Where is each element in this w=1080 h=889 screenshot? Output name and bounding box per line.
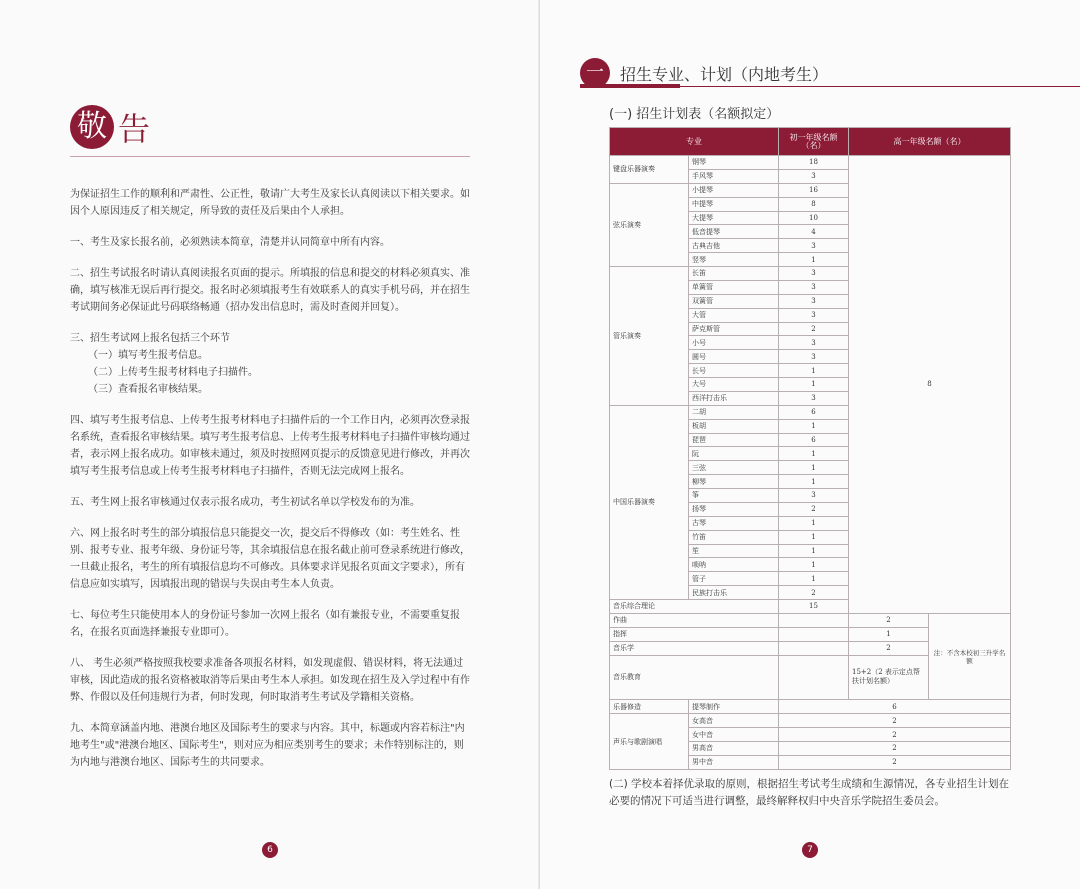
instrument-cell: 板胡 — [689, 419, 779, 433]
grade1-cell: 3 — [779, 169, 849, 183]
title-char-circle: 敬 — [70, 105, 114, 149]
grade1-cell — [779, 613, 849, 627]
instrument-cell: 大提琴 — [689, 211, 779, 225]
instrument-cell: 男中音 — [689, 755, 779, 769]
grade1-cell: 1 — [779, 572, 849, 586]
instrument-cell: 琵琶 — [689, 433, 779, 447]
grade10-cell: 2 — [849, 613, 929, 627]
notice-item-5: 五、考生网上报名审核通过仅表示报名成功，考生初试名单以学校发布的为准。 — [70, 497, 420, 508]
grade1-cell: 3 — [779, 294, 849, 308]
category-cell: 键盘乐器演奏 — [610, 156, 689, 184]
grade1-cell: 3 — [779, 267, 849, 281]
notice-item-4: 四、填写考生报考信息、上传考生报考材料电子扫描件后的一个工作日内，必须再次登录报名系统，查看报名审核结果。填写考生报考信息、上传考生报考材料电子扫描件审核均通过者，表示网上报名成功。如审核未通过，须及时按照网页提示的反馈意见进行修改，并再次填写考生报考信息或上传考生报考材料电子扫描件，否则无法完成网上报名。 — [70, 415, 470, 477]
grade1-cell: 2 — [779, 586, 849, 600]
category-cell: 声乐与歌剧演唱 — [610, 714, 689, 770]
instrument-cell: 中提琴 — [689, 197, 779, 211]
table-row — [610, 700, 1011, 714]
instrument-cell: 古典吉他 — [689, 239, 779, 253]
grade1-cell — [779, 641, 849, 655]
notice-item-1: 一、考生及家长报名前，必须熟读本简章，清楚并认同简章中所有内容。 — [70, 237, 390, 248]
grade10-cell: 2 — [779, 714, 1011, 728]
category-cell: 作曲 — [610, 613, 779, 627]
step-1: （一）填写考生报考信息。 — [88, 350, 208, 361]
grade1-cell: 3 — [779, 350, 849, 364]
instrument-cell: 古琴 — [689, 516, 779, 530]
section-number: 一 — [580, 58, 610, 88]
notice-item-6: 六、网上报名时考生的部分填报信息只能提交一次，提交后不得修改（如：考生姓名、性别、报考专业、报考年级、身份证号等，其余填报信息在报名截止前可登录系统进行修改，一旦截止报名，考生的所有填报信息均不可修改。具体要求详见报名页面文字要求），所有信息应如实填写，因填报出现的错误与失误由考生本人负责。 — [70, 528, 470, 590]
instrument-cell: 小提琴 — [689, 183, 779, 197]
grade1-cell: 10 — [779, 211, 849, 225]
instrument-cell: 长号 — [689, 364, 779, 378]
grade1-cell: 6 — [779, 405, 849, 419]
instrument-cell: 笙 — [689, 544, 779, 558]
category-cell: 弦乐演奏 — [610, 183, 689, 266]
instrument-cell: 女中音 — [689, 728, 779, 742]
category-cell: 指挥 — [610, 627, 779, 641]
grade1-cell: 3 — [779, 239, 849, 253]
grade1-cell: 8 — [779, 197, 849, 211]
notice-title — [70, 104, 150, 150]
grade1-cell — [779, 627, 849, 641]
grade1-cell: 1 — [779, 516, 849, 530]
category-cell: 音乐教育 — [610, 655, 779, 700]
grade1-cell: 1 — [779, 447, 849, 461]
grade1-cell: 3 — [779, 391, 849, 405]
notice-intro: 为保证招生工作的顺利和严肃性、公正性，敬请广大考生及家长认真阅读以下相关要求。如因个人原因违反了相关规定，所导致的责任及后果由个人承担。 — [70, 189, 470, 217]
grade10-cell: 2 — [779, 742, 1011, 756]
grade1-cell: 1 — [779, 544, 849, 558]
grade10-cell: 2 — [849, 641, 929, 655]
category-cell: 中国乐器演奏 — [610, 405, 689, 599]
title-divider — [70, 156, 470, 157]
section-rule — [580, 86, 1080, 87]
grade1-cell: 3 — [779, 280, 849, 294]
instrument-cell: 手风琴 — [689, 169, 779, 183]
grade1-cell: 2 — [779, 502, 849, 516]
instrument-cell: 小号 — [689, 336, 779, 350]
grade1-cell: 1 — [779, 475, 849, 489]
notice-item-7: 七、每位考生只能使用本人的身份证号参加一次网上报名（如有兼报专业，不需要重复报名，在报名页面选择兼报专业即可）。 — [70, 610, 460, 638]
grade10-instrumental-cell: 8 — [849, 156, 1011, 614]
notice-item-2: 二、招生考试报名时请认真阅读报名页面的提示。所填报的信息和提交的材料必须真实、准确，填写核准无误后再行提交。报名时必须填报考生有效联系人的真实手机号码，并在招生考试期间务必保证此号码联络畅通（招办发出信息时，需及时查阅并回复）。 — [70, 268, 470, 313]
header-grade1: 初一年级名额（名） — [779, 128, 849, 156]
table-row — [610, 714, 1011, 728]
grade1-cell: 3 — [779, 308, 849, 322]
grade10-cell: 2 — [779, 755, 1011, 769]
enrollment-table — [609, 127, 1010, 770]
grade1-cell: 1 — [779, 530, 849, 544]
table-row — [610, 613, 1011, 627]
instrument-cell: 长笛 — [689, 267, 779, 281]
instrument-cell: 大管 — [689, 308, 779, 322]
grade1-cell: 3 — [779, 489, 849, 503]
grade10-cell: 6 — [779, 700, 1011, 714]
instrument-cell: 柳琴 — [689, 475, 779, 489]
grade1-cell: 1 — [779, 253, 849, 267]
grade1-cell: 1 — [779, 364, 849, 378]
notice-item-8: 八、 考生必须严格按照我校要求准备各项报名材料，如发现虚假、错误材料，将无法通过审核，因此造成的报名资格被取消等后果由考生本人承担。如发现在招生及入学过程中有作弊、作假以及任何违规行为者，何时发现，何时取消考生考试及学籍相关资格。 — [70, 658, 470, 703]
header-grade10: 高一年级名额（名） — [849, 128, 1011, 156]
notice-item-3-text: 三、招生考试网上报名包括三个环节 — [70, 333, 230, 344]
grade1-cell: 1 — [779, 558, 849, 572]
category-cell: 音乐综合理论 — [610, 600, 779, 614]
instrument-cell: 女高音 — [689, 714, 779, 728]
grade1-cell: 4 — [779, 225, 849, 239]
step-3: （三）查看报名审核结果。 — [88, 384, 208, 395]
instrument-cell: 管子 — [689, 572, 779, 586]
category-cell: 管乐演奏 — [610, 267, 689, 406]
page-number-left: 6 — [262, 842, 278, 858]
notice-body — [70, 186, 472, 785]
title-char: 告 — [118, 110, 151, 148]
instrument-cell: 民族打击乐 — [689, 586, 779, 600]
instrument-cell: 男高音 — [689, 742, 779, 756]
instrument-cell: 竹笛 — [689, 530, 779, 544]
step-2: （二）上传考生报考材料电子扫描件。 — [88, 367, 258, 378]
header-major: 专业 — [610, 128, 779, 156]
grade10-cell: 1 — [849, 627, 929, 641]
grade1-cell: 16 — [779, 183, 849, 197]
notice-item-9: 九、本简章涵盖内地、港澳台地区及国际考生的要求与内容。其中，标题或内容若标注"内地考生"或"港澳台地区、国际考生"，则对应为相应类别考生的要求；未作特别标注的，则为内地与港澳台地区、国际考生的共同要求。 — [70, 723, 465, 768]
grade1-cell: 1 — [779, 419, 849, 433]
category-cell: 音乐学 — [610, 641, 779, 655]
page-number-right: 7 — [802, 842, 818, 858]
instrument-cell: 西洋打击乐 — [689, 391, 779, 405]
notice-item-3 — [70, 330, 472, 398]
instrument-cell: 钢琴 — [689, 156, 779, 170]
plan-table — [609, 127, 1011, 770]
instrument-cell: 筝 — [689, 489, 779, 503]
instrument-cell: 双簧管 — [689, 294, 779, 308]
grade1-cell: 1 — [779, 378, 849, 392]
section-title: 招生专业、计划（内地考生） — [620, 64, 829, 84]
category-cell: 乐器修造 — [610, 700, 689, 714]
instrument-cell: 圆号 — [689, 350, 779, 364]
grade1-cell: 15 — [779, 600, 849, 614]
instrument-cell: 萨克斯管 — [689, 322, 779, 336]
grade1-cell — [779, 655, 849, 700]
grade10-cell: 2 — [779, 728, 1011, 742]
instrument-cell: 竖琴 — [689, 253, 779, 267]
instrument-cell: 扬琴 — [689, 502, 779, 516]
table-row — [610, 156, 1011, 170]
grade10-cell: 15+2（2 表示定点帮扶计划名额） — [849, 655, 929, 700]
grade1-cell: 3 — [779, 336, 849, 350]
instrument-cell: 二胡 — [689, 405, 779, 419]
instrument-cell: 大号 — [689, 378, 779, 392]
note-cell: 注：不含本校初三升学名额 — [929, 613, 1011, 700]
instrument-cell: 阮 — [689, 447, 779, 461]
instrument-cell: 低音提琴 — [689, 225, 779, 239]
footnote: (二) 学校本着择优录取的原则，根据招生考试考生成绩和生源情况，各专业招生计划在必要的情况下可适当进行调整，最终解释权归中央音乐学院招生委员会。 — [609, 778, 1010, 807]
grade1-cell: 1 — [779, 461, 849, 475]
right-page — [540, 0, 1080, 889]
instrument-cell: 单簧管 — [689, 280, 779, 294]
grade1-cell: 6 — [779, 433, 849, 447]
grade1-cell: 18 — [779, 156, 849, 170]
instrument-cell: 提琴制作 — [689, 700, 779, 714]
grade1-cell: 2 — [779, 322, 849, 336]
instrument-cell: 唢呐 — [689, 558, 779, 572]
table-subheading: (一) 招生计划表（名额拟定） — [609, 107, 780, 122]
instrument-cell: 三弦 — [689, 461, 779, 475]
